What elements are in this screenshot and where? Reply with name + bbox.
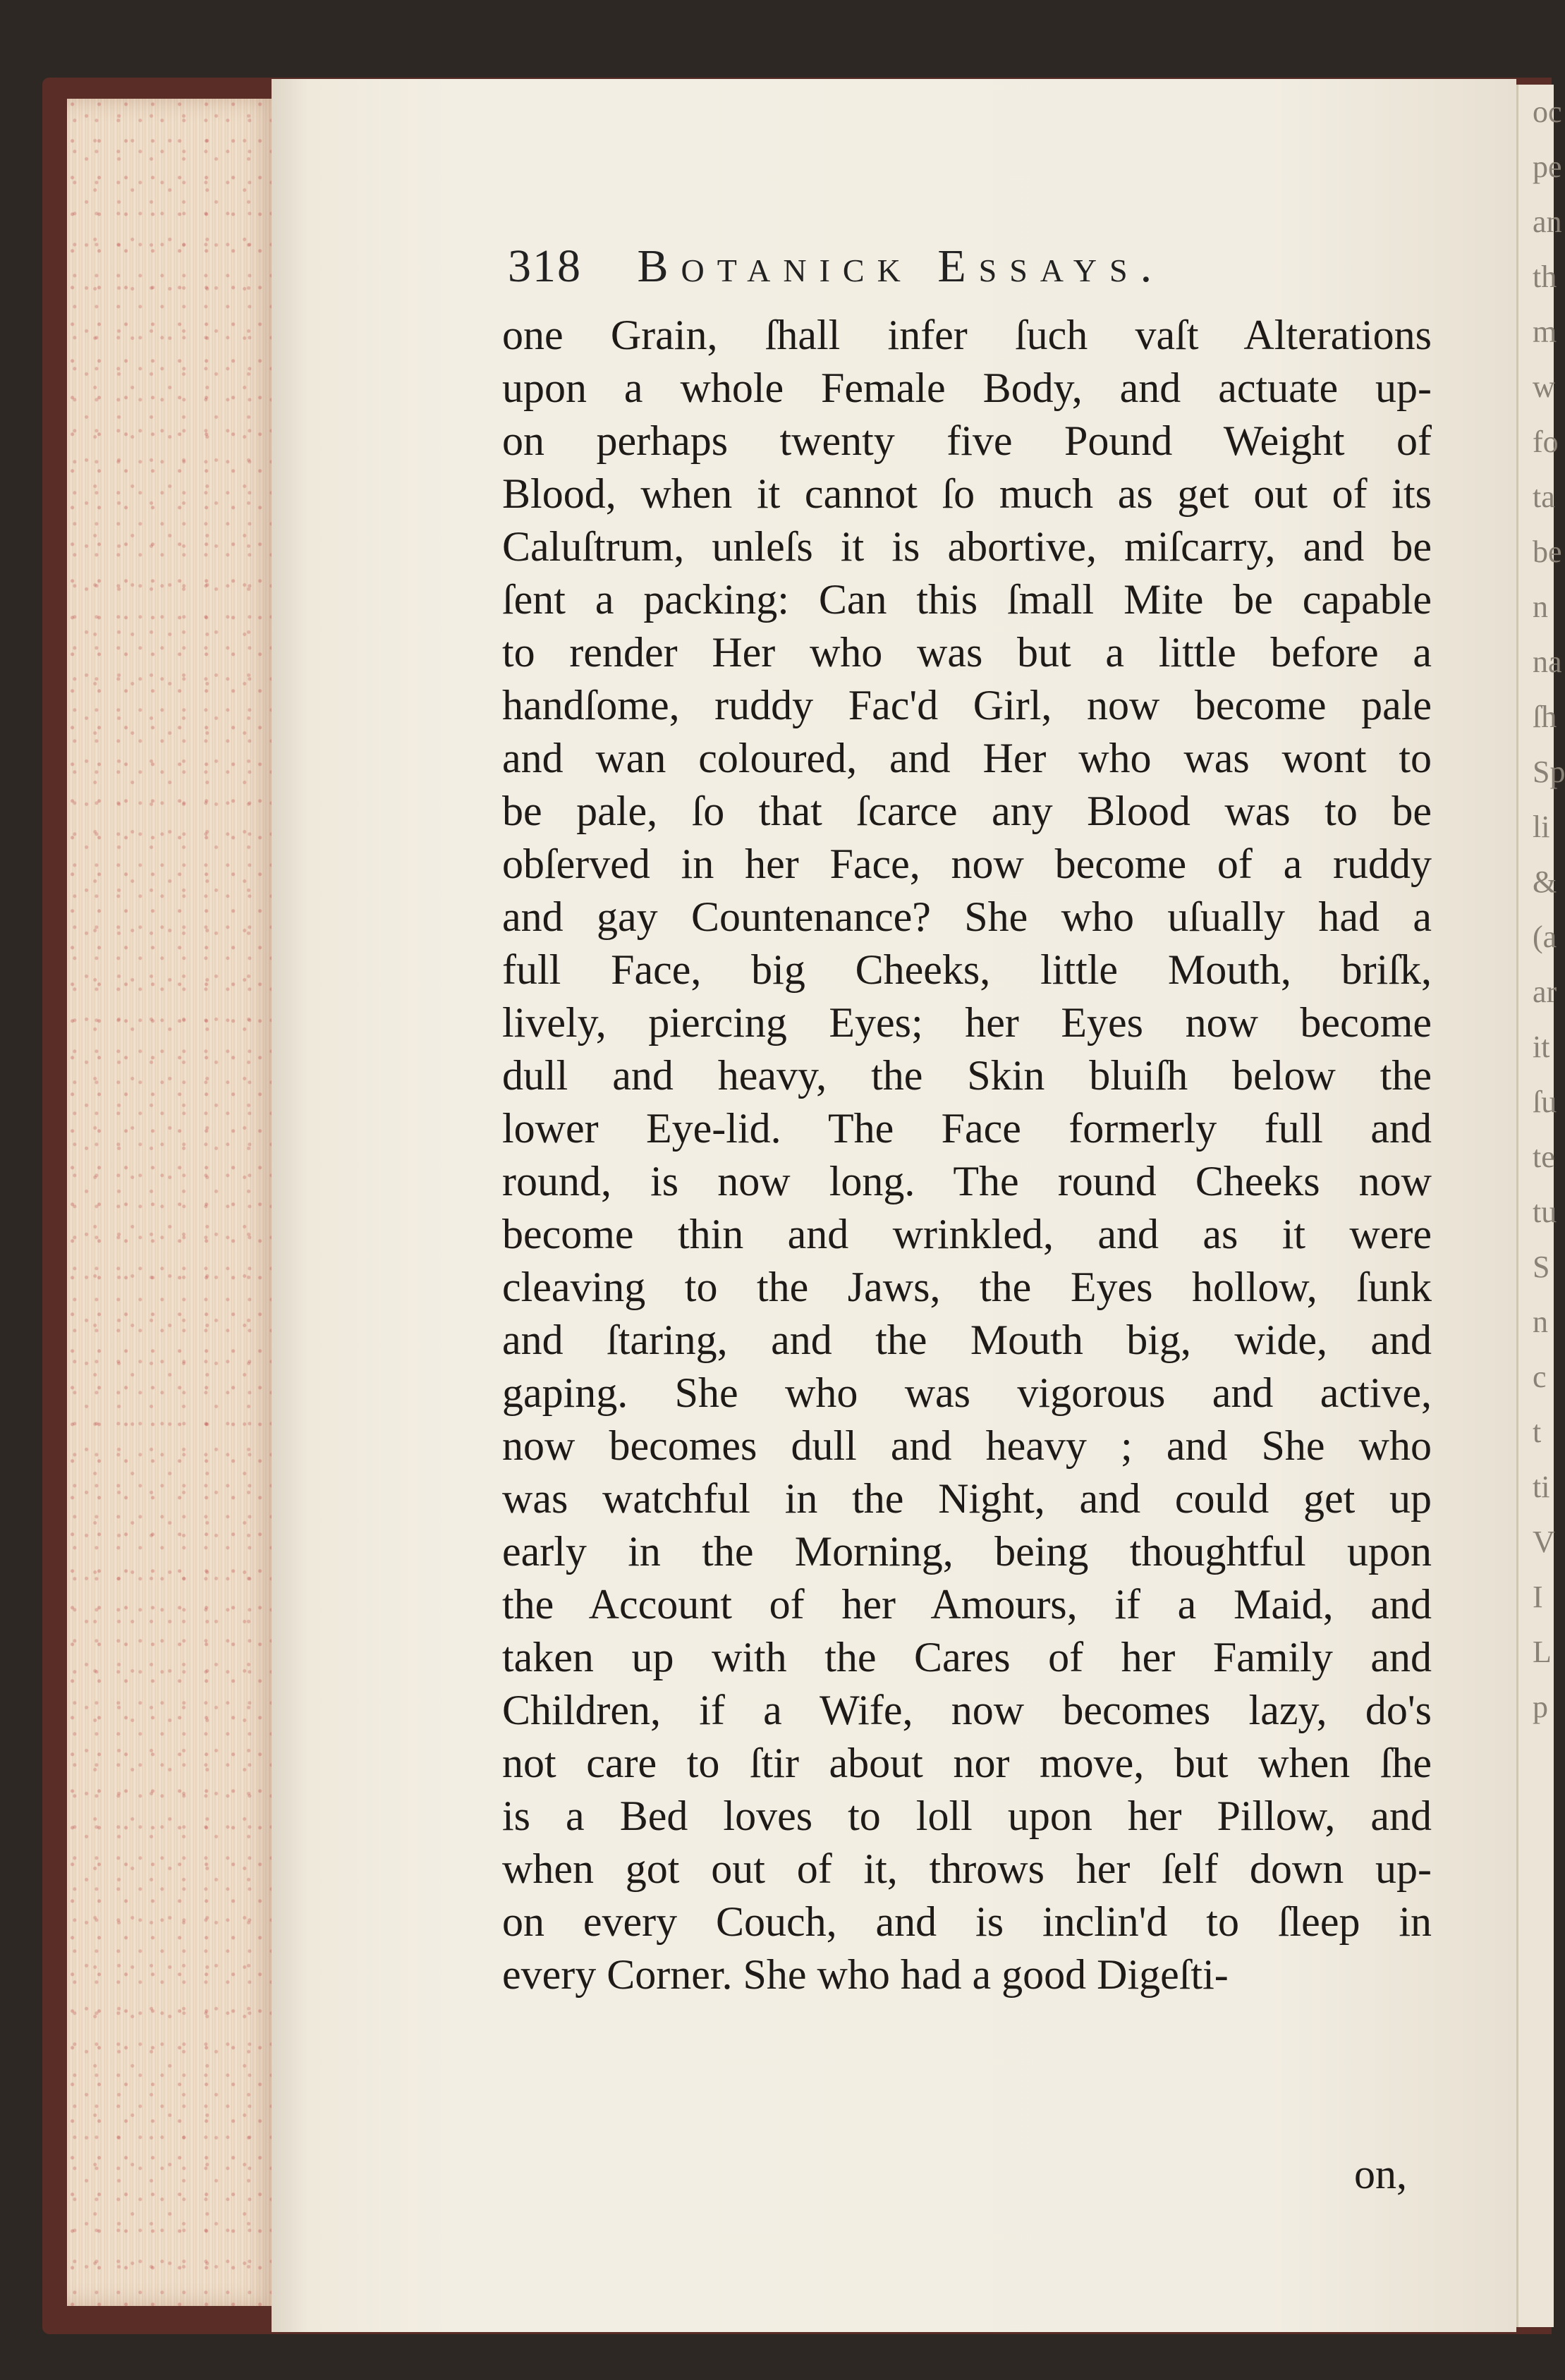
- text-line: upon a whole Female Body, and actuate up-: [502, 365, 1432, 411]
- facing-page-fragment: n: [1533, 590, 1548, 624]
- facing-page-fragment: ar: [1533, 975, 1557, 1009]
- text-line: on every Couch, and is inclin'd to ſleep in: [502, 1898, 1432, 1945]
- facing-page-fragment: oc: [1533, 94, 1562, 129]
- facing-page-fragment: t: [1533, 1415, 1542, 1449]
- text-line: become thin and wrinkled, and as it were: [502, 1211, 1432, 1257]
- facing-page-fragment: n: [1533, 1305, 1548, 1339]
- text-line: full Face, big Cheeks, little Mouth, briſk,: [502, 946, 1432, 993]
- text-line: and gay Countenance? She who uſually had a: [502, 893, 1432, 940]
- facing-page-fragment: ti: [1533, 1470, 1550, 1504]
- text-line: be pale, ſo that ſcarce any Blood was to be: [502, 788, 1432, 834]
- edge-speckle-pattern: [67, 99, 279, 2306]
- facing-page-fragment: an: [1533, 205, 1562, 239]
- facing-page-fragment: Sp: [1533, 755, 1565, 789]
- text-line: the Account of her Amours, if a Maid, and: [502, 1581, 1432, 1628]
- text-line: not care to ſtir about nor move, but when ſhe: [502, 1740, 1432, 1786]
- catchword: on,: [1354, 2151, 1407, 2197]
- text-line: one Grain, ſhall infer ſuch vaſt Alterations: [502, 312, 1432, 358]
- facing-page-fragment: I: [1533, 1580, 1543, 1614]
- text-line: to render Her who was but a little before a: [502, 629, 1432, 676]
- text-line: on perhaps twenty five Pound Weight of: [502, 417, 1432, 464]
- text-line: and wan coloured, and Her who was wont to: [502, 735, 1432, 781]
- facing-page-fragment: V: [1533, 1525, 1555, 1559]
- text-line: lively, piercing Eyes; her Eyes now become: [502, 999, 1432, 1046]
- page-block-edge: [67, 99, 279, 2306]
- running-head: [508, 240, 1425, 310]
- text-line: gaping. She who was vigorous and active,: [502, 1369, 1432, 1416]
- body-text: [502, 309, 1432, 2001]
- facing-page-fragment: ſh: [1533, 700, 1557, 734]
- text-line: every Corner. She who had a good Digeſti-: [502, 1951, 1229, 1998]
- text-line: early in the Morning, being thoughtful upon: [502, 1528, 1432, 1575]
- text-line: handſome, ruddy Fac'd Girl, now become pale: [502, 682, 1432, 728]
- facing-page-fragment: p: [1533, 1690, 1548, 1724]
- text-line: Caluſtrum, unleſs it is abortive, miſcarry, and be: [502, 523, 1432, 570]
- facing-page-fragment: th: [1533, 260, 1557, 294]
- text-line: ſent a packing: Can this ſmall Mite be capable: [502, 576, 1432, 623]
- text-line: now becomes dull and heavy ; and She who: [502, 1422, 1432, 1469]
- facing-page-fragment: c: [1533, 1360, 1547, 1394]
- text-line: was watchful in the Night, and could get up: [502, 1475, 1432, 1522]
- facing-page-fragment: ta: [1533, 480, 1555, 514]
- page-number: 318: [508, 240, 582, 292]
- text-line: cleaving to the Jaws, the Eyes hollow, ſunk: [502, 1264, 1432, 1310]
- text-line: Children, if a Wife, now becomes lazy, do's: [502, 1687, 1432, 1733]
- text-line: lower Eye-lid. The Face formerly full and: [502, 1105, 1432, 1152]
- facing-page-fragment: S: [1533, 1250, 1550, 1284]
- text-line: and ſtaring, and the Mouth big, wide, and: [502, 1317, 1432, 1363]
- facing-page-fragment: pe: [1533, 149, 1562, 184]
- facing-page-fragment: m: [1533, 315, 1557, 349]
- facing-page-fragment: L: [1533, 1635, 1552, 1669]
- facing-page-fragment: na: [1533, 645, 1562, 679]
- text-line: taken up with the Cares of her Family and: [502, 1634, 1432, 1680]
- facing-page-fragment: tu: [1533, 1195, 1557, 1229]
- facing-page-fragment: (a: [1533, 920, 1557, 954]
- facing-page-fragment: te: [1533, 1140, 1555, 1174]
- facing-page-fragment: li: [1533, 810, 1550, 844]
- running-title: Botanick Essays.: [637, 240, 1165, 292]
- facing-page-fragment: w: [1533, 370, 1555, 404]
- text-line: round, is now long. The round Cheeks now: [502, 1158, 1432, 1204]
- text-line: obſerved in her Face, now become of a ruddy: [502, 841, 1432, 887]
- facing-page-fragment: fo: [1533, 425, 1559, 459]
- facing-page-fragment: &: [1533, 865, 1557, 899]
- text-line: Blood, when it cannot ſo much as get out of its: [502, 470, 1432, 517]
- text-line: dull and heavy, the Skin bluiſh below the: [502, 1052, 1432, 1099]
- facing-page-fragment: ſu: [1533, 1085, 1557, 1119]
- facing-page-fragment: be: [1533, 535, 1562, 569]
- text-line: is a Bed loves to loll upon her Pillow, and: [502, 1793, 1432, 1839]
- facing-page-edge: [1516, 85, 1565, 2327]
- text-line: when got out of it, throws her ſelf down up-: [502, 1845, 1432, 1892]
- facing-page-fragment: it: [1533, 1030, 1550, 1064]
